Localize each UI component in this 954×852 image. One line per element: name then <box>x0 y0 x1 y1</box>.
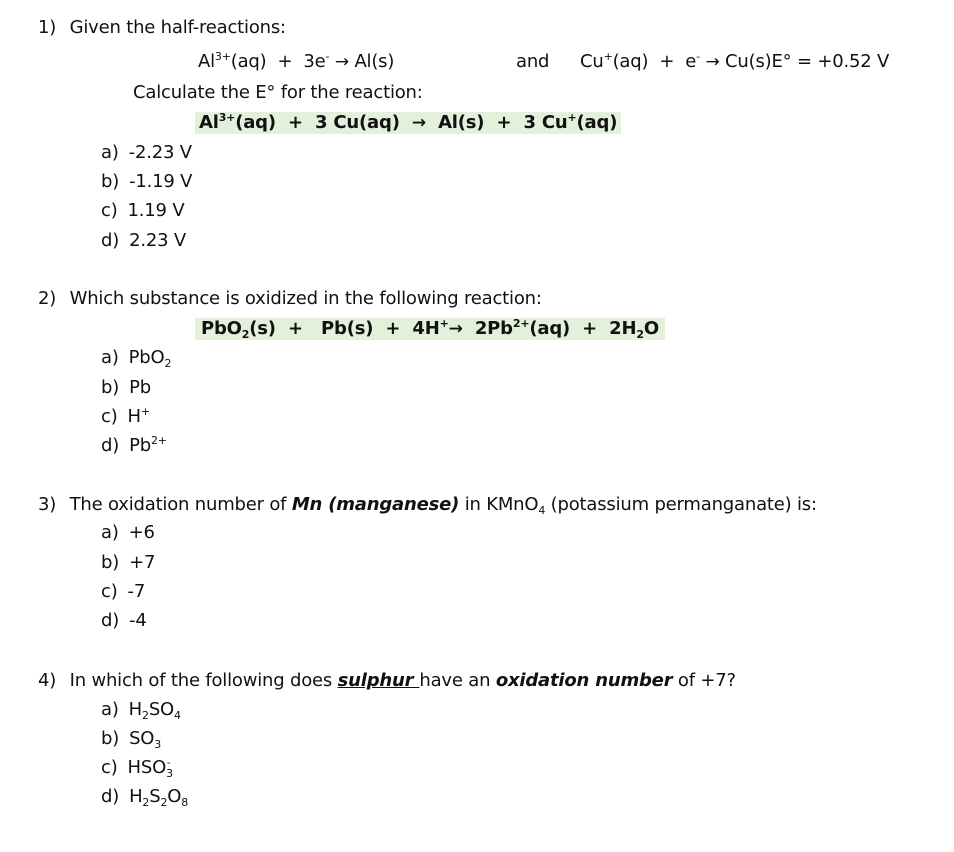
and-word: and <box>516 51 550 72</box>
manganese-emphasis: Mn (manganese) <box>291 494 460 515</box>
option-4c[interactable]: c) $HSO_3^-$ <box>101 756 173 780</box>
question-3-number: 3) <box>38 494 57 515</box>
option-1c[interactable]: c) 1.19 V <box>101 200 185 221</box>
sulphur-emphasis: sulphur <box>337 670 420 691</box>
half-reaction-1: $Al^{3+}(aq) + 3e^- \to Al(s)$ <box>198 50 395 72</box>
option-1a[interactable]: a) -2.23 V <box>101 142 192 163</box>
reaction-equation-1: $Al^{3+}(aq) + 3$ Cu(aq) → Al(s) + 3 Cu+(aq) <box>195 112 621 134</box>
question-3-header: 3) The oxidation number of Mn (manganese) in KMnO$_4$ (potassium permanganate) is: <box>38 494 817 517</box>
option-1b[interactable]: b) -1.19 V <box>101 171 193 192</box>
arrow-icon: → <box>411 113 426 133</box>
option-3c[interactable]: c) -7 <box>101 581 146 602</box>
option-2b[interactable]: b) Pb <box>101 377 151 398</box>
reaction-equation-2: $PbO_2(s) + Pb(s) + 4H^+\to 2Pb^{2+}(aq) + 2H_2O$ <box>195 318 665 340</box>
arrow-icon: → <box>705 52 720 72</box>
question-2-header <box>38 288 542 310</box>
question-2-prompt: Which substance is oxidized in the following reaction: <box>69 288 542 309</box>
option-4a[interactable]: a) $H_2SO_4$ <box>101 699 181 722</box>
option-3a[interactable]: a) +6 <box>101 522 155 543</box>
option-3b[interactable]: b) +7 <box>101 552 156 573</box>
option-1d[interactable]: d) 2.23 V <box>101 230 186 251</box>
option-2d[interactable]: d) $Pb^{2+}$ <box>101 434 167 456</box>
question-1-header <box>38 17 286 39</box>
arrow-icon: → <box>448 319 463 339</box>
option-4b[interactable]: b) $SO_3$ <box>101 728 162 751</box>
question-1-number: 1) <box>38 17 57 38</box>
half-reaction-2: Cu+(aq) + e- → Cu(s)E° = +0.52 V <box>580 50 890 72</box>
option-2c[interactable]: c) H+ <box>101 405 150 427</box>
question-4-header: 4) In which of the following does sulphur have an oxidation number of +7? <box>38 670 736 691</box>
option-3d[interactable]: d) -4 <box>101 610 147 631</box>
question-2-number: 2) <box>38 288 57 309</box>
calculate-instruction: Calculate the E° for the reaction: <box>133 82 423 103</box>
arrow-icon: → <box>334 52 349 72</box>
question-1-prompt: Given the half-reactions: <box>69 17 286 38</box>
oxidation-number-emphasis: oxidation number <box>495 670 673 691</box>
option-2a[interactable]: a) PbO$_2$ <box>101 347 172 370</box>
option-4d[interactable]: d) $H_2S_2O_8$ <box>101 786 189 809</box>
question-4-number: 4) <box>38 670 57 691</box>
